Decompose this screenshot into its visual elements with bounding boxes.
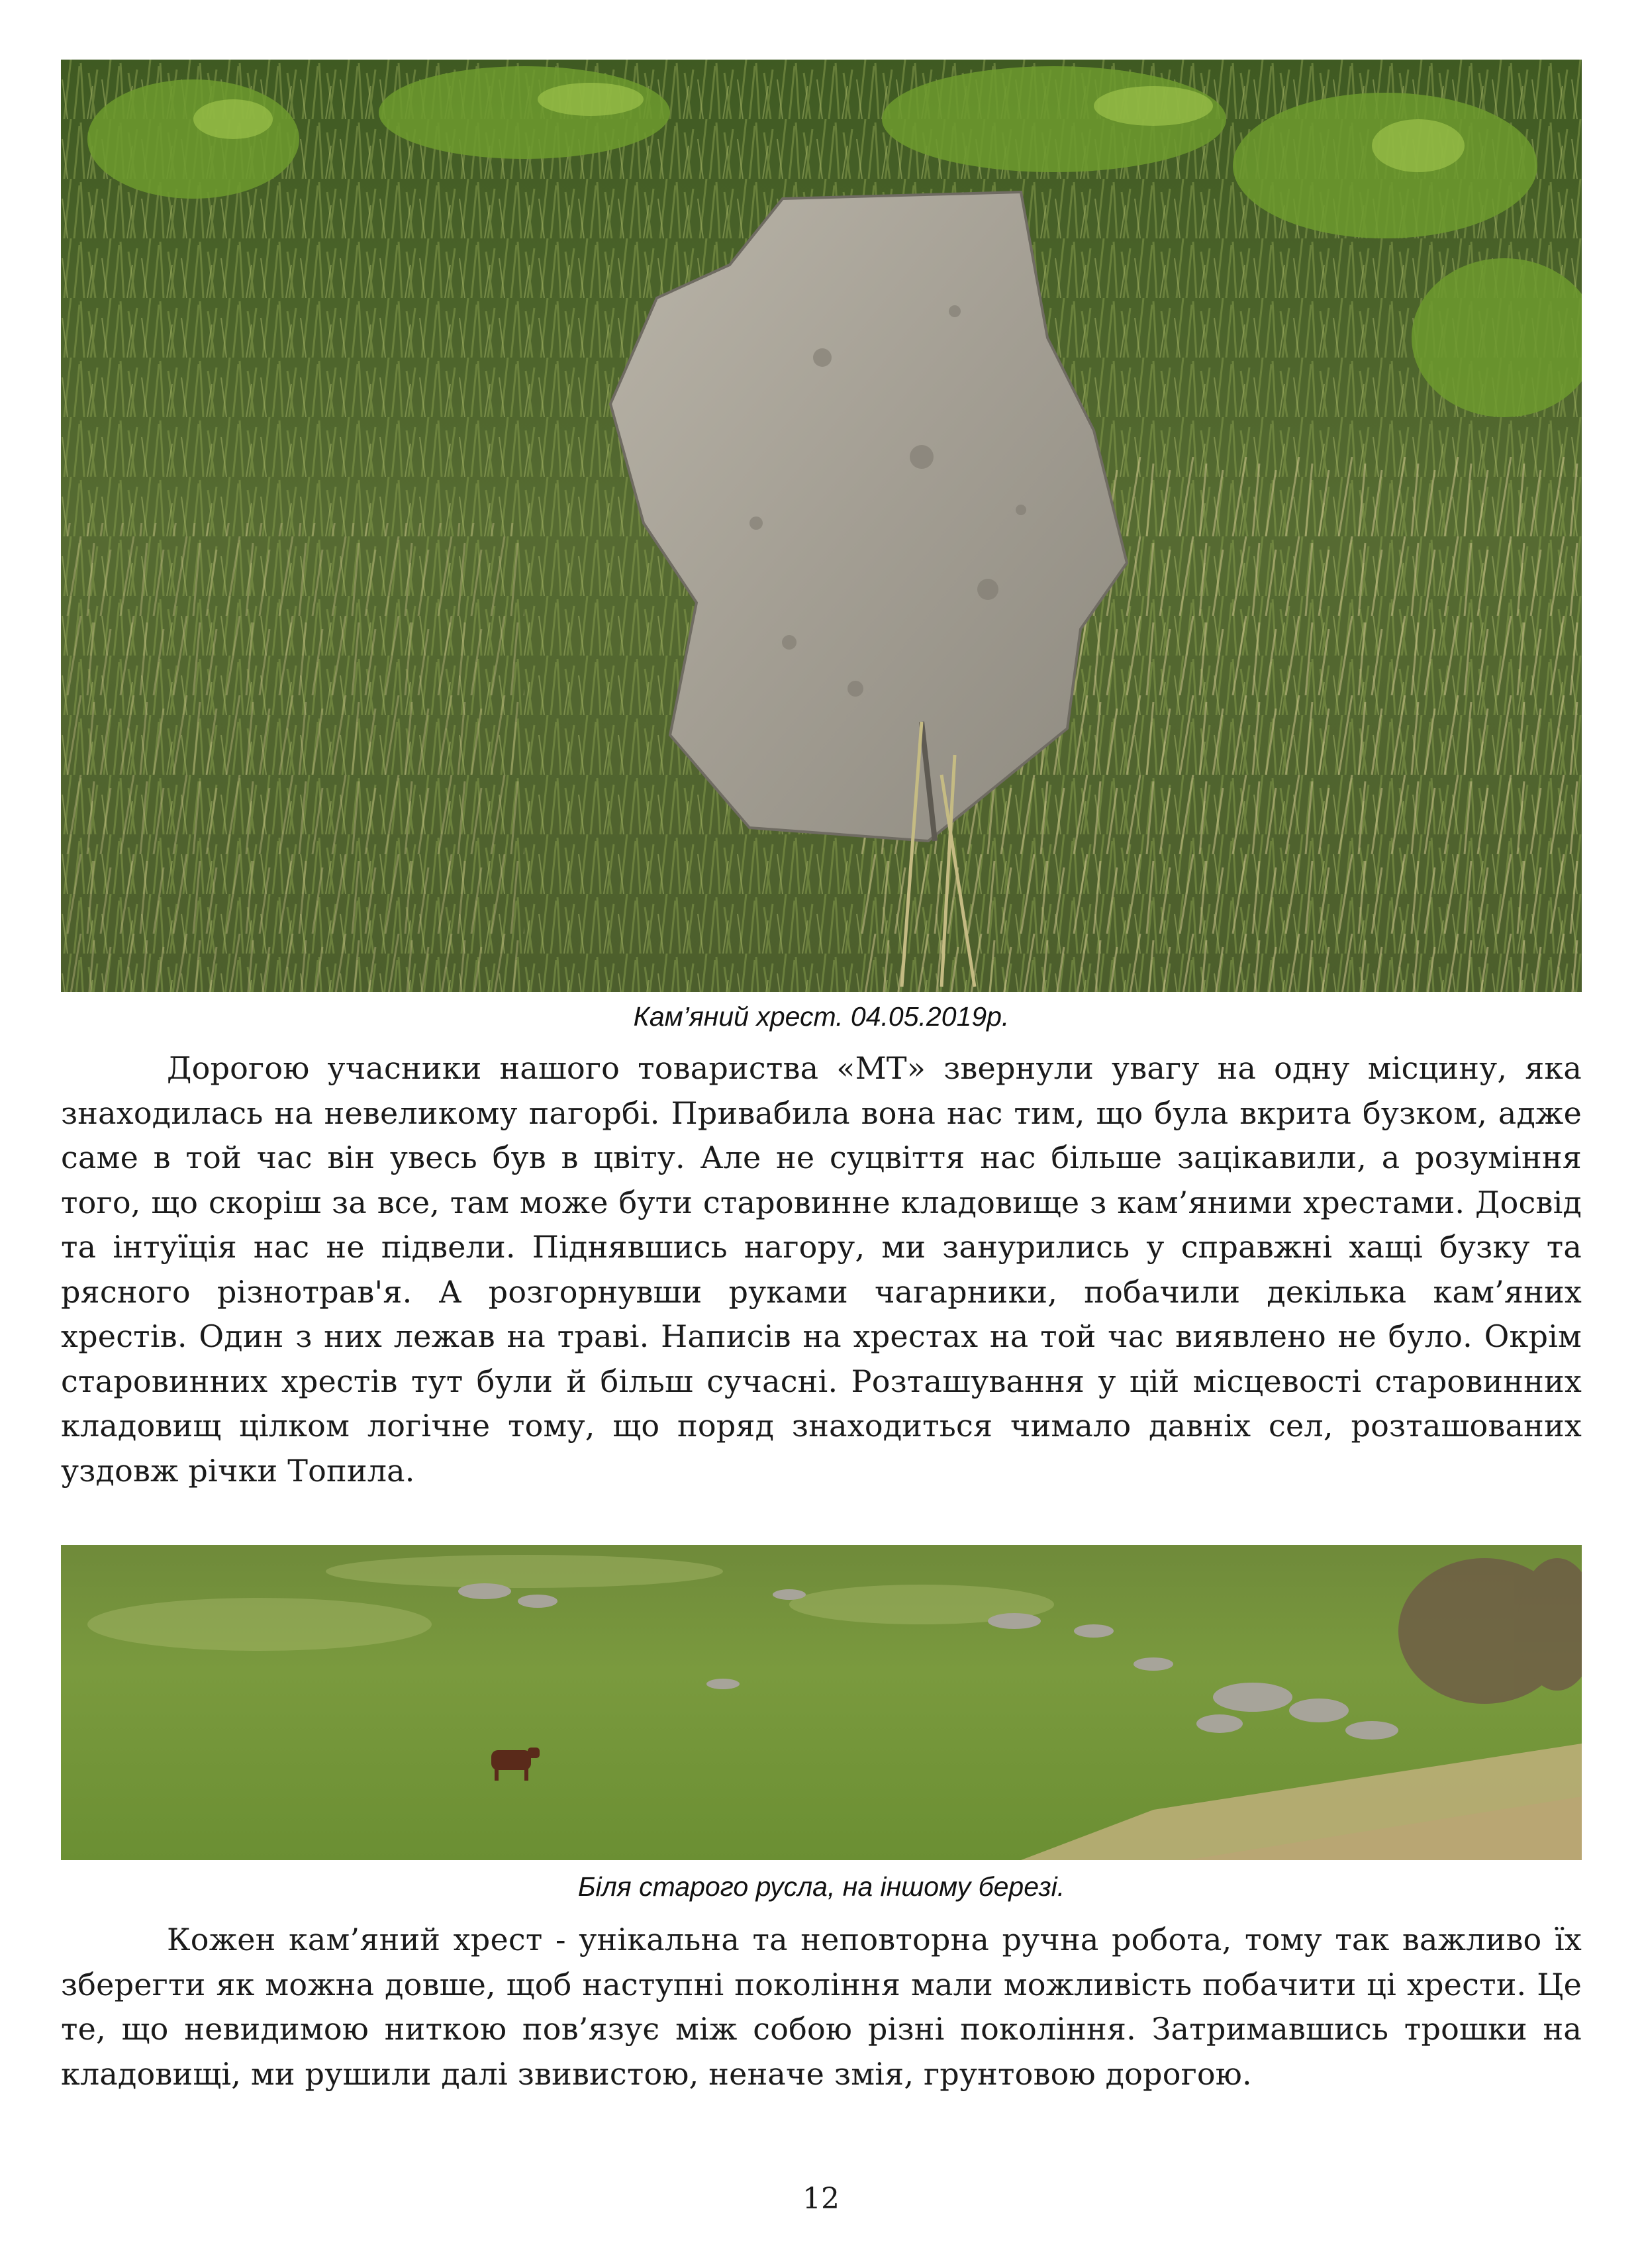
- figure-caption: Кам’яний хрест. 04.05.2019р.: [633, 1001, 1010, 1032]
- meadow-photo: [61, 1545, 1582, 1860]
- body-paragraph: Кожен кам’яний хрест - унікальна та неповторна ручна робота, тому так важливо їх зберегти як можна довше, щоб наступні покоління мали можливість побачити ці хрести. Це те, що невидимою ниткою пов’язує між собою різні покоління. Затримавшись трошки на кладовищі, ми рушили далі звивистою, неначе змія, грунтовою дорогою.: [61, 1922, 1582, 2092]
- stone-cross-photo: [61, 60, 1582, 992]
- page-number: 12: [802, 2182, 840, 2216]
- figure-caption: Біля старого русла, на іншому березі.: [577, 1871, 1065, 1902]
- body-paragraph: Дорогою учасники нашого товариства «МТ» звернули увагу на одну місцину, яка знаходилась на невеликому пагорбі. Привабила вона нас тим, що була вкрита бузком, адже саме в той час він увесь був в цвіту. Але не суцвіття нас більше зацікавили, а розуміння того, що скоріш за все, там може бути старовинне кладовище з кам’яними хрестами. Досвід та інтуїція нас не підвели. Піднявшись нагору, ми занурились у справжні хащі бузку та рясного різнотрав'я. А розгорнувши руками чагарники, побачили декілька кам’яних хрестів. Один з них лежав на траві. Написів на хрестах на той час виявлено не було. Окрім старовинних хрестів тут були й більш сучасні. Розташування у цій місцевості старовинних кладовищ цілком логічне тому, що поряд знаходиться чимало давніх сел, розташованих уздовж річки Топила.: [61, 1050, 1582, 1489]
